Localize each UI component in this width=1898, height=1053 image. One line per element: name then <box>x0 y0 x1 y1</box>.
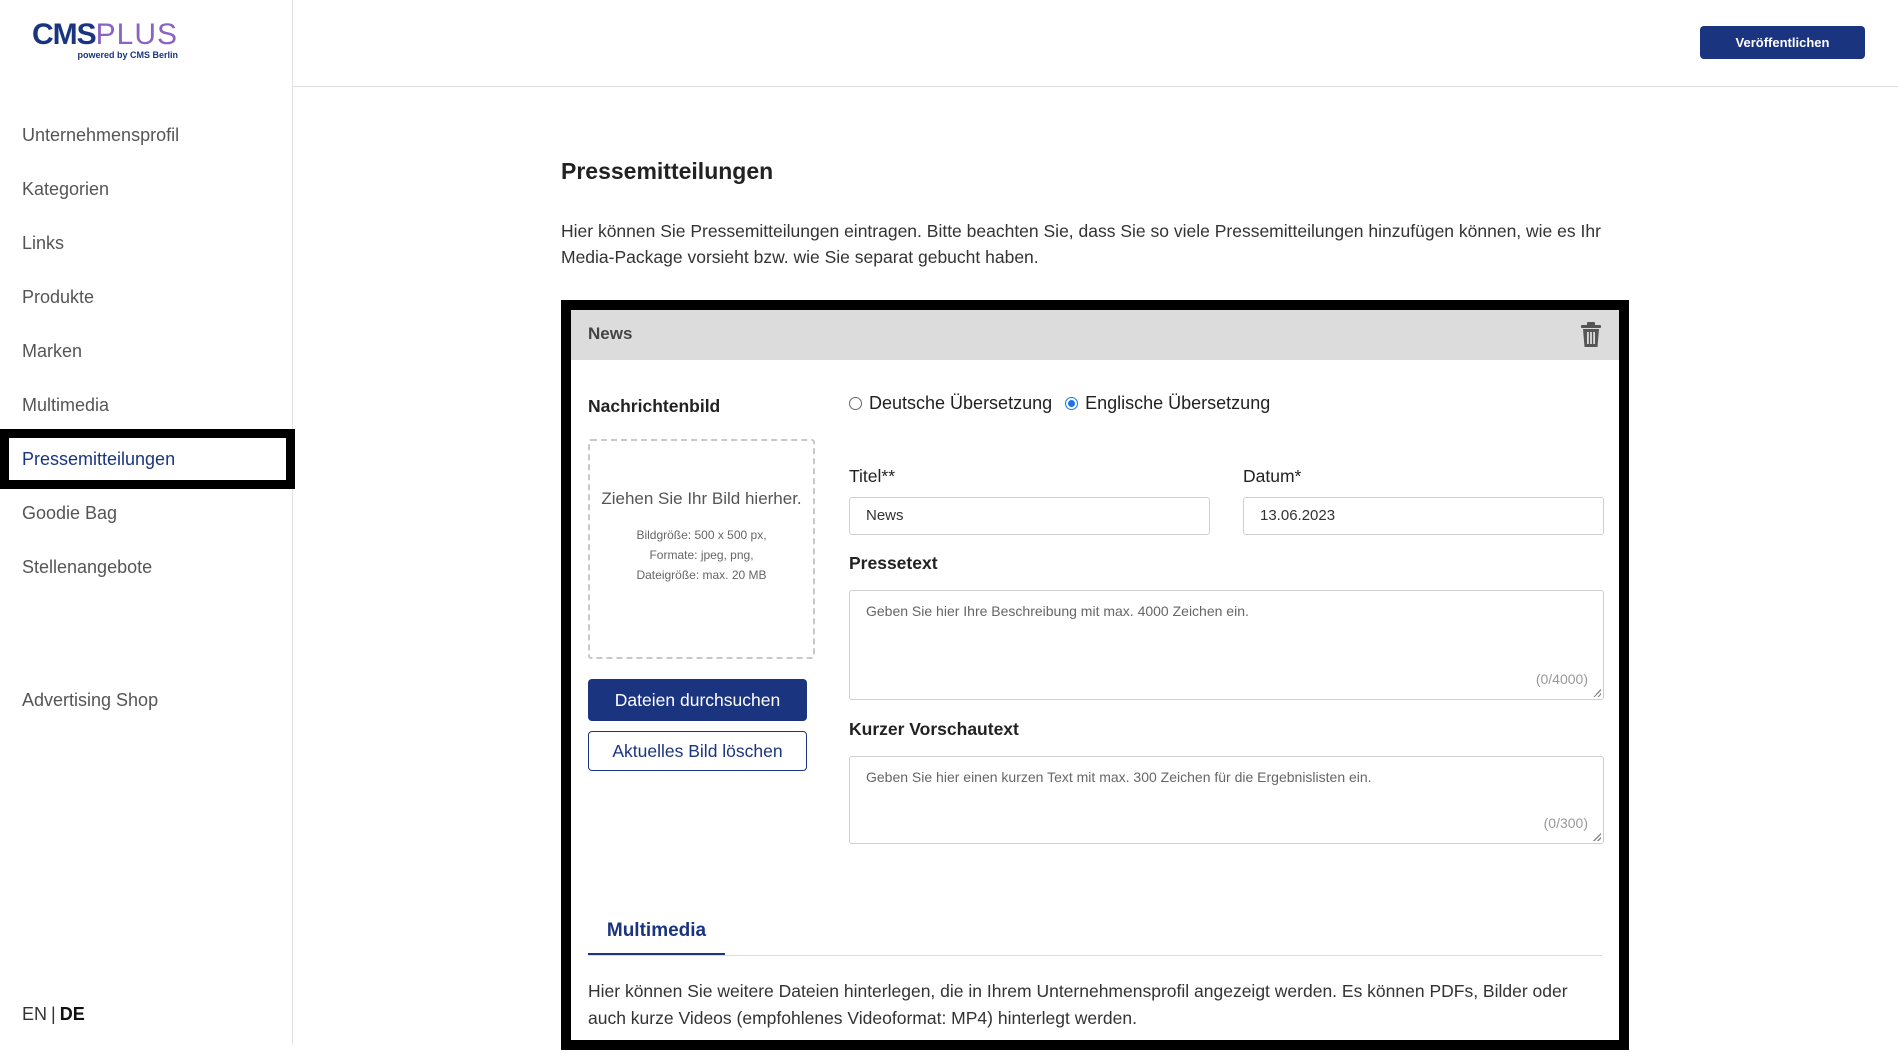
radio-english-label[interactable]: Englische Übersetzung <box>1085 393 1271 413</box>
sidebar-item-stellenangebote[interactable]: Stellenangebote <box>22 557 153 577</box>
presstext-textarea[interactable] <box>849 590 1604 700</box>
preview-text-textarea[interactable] <box>849 756 1604 844</box>
publish-button[interactable]: Veröffentlichen <box>1700 26 1865 59</box>
logo-plus-text: PLUS <box>95 18 179 51</box>
sidebar-item-unternehmensprofil[interactable]: Unternehmensprofil <box>22 125 180 145</box>
resize-handle-icon[interactable] <box>1593 689 1601 697</box>
tab-multimedia[interactable]: Multimedia <box>588 916 725 956</box>
sidebar-item-goodie-bag[interactable]: Goodie Bag <box>22 503 118 523</box>
radio-german[interactable] <box>849 397 862 410</box>
language-switcher <box>22 1004 85 1025</box>
title-input[interactable]: News <box>849 497 1210 535</box>
sidebar-item-produkte[interactable]: Produkte <box>22 287 95 307</box>
logo-wordmark <box>32 18 178 52</box>
card-header[interactable] <box>571 310 1619 360</box>
image-label: Nachrichtenbild <box>588 396 721 416</box>
logo-subtitle: powered by CMS Berlin <box>77 50 179 60</box>
multimedia-description: Hier können Sie weitere Dateien hinterlegen, die in Ihrem Unternehmensprofil angezeigt werden. Es können PDFs, Bilder oder auch kurze Videos (empfohlenes Videoformat: MP4) hinterlegt werden. <box>588 981 1568 1028</box>
trash-icon[interactable] <box>1580 322 1602 348</box>
date-label: Datum* <box>1243 466 1302 486</box>
presstext-counter: (0/4000) <box>1535 671 1588 687</box>
tab-divider <box>588 955 1602 956</box>
radio-german-label[interactable]: Deutsche Übersetzung <box>869 393 1053 413</box>
sidebar-item-links[interactable]: Links <box>22 233 65 253</box>
presstext-label: Pressetext <box>849 553 938 573</box>
page-title: Pressemitteilungen <box>561 158 774 184</box>
preview-text-counter: (0/300) <box>1543 815 1588 831</box>
image-dropzone[interactable] <box>588 439 815 659</box>
browse-files-button[interactable]: Dateien durchsuchen <box>588 679 807 721</box>
resize-handle-icon[interactable] <box>1593 833 1601 841</box>
page-intro: Hier können Sie Pressemitteilungen eintragen. Bitte beachten Sie, dass Sie so viele Pressemitteilungen hinzufügen können, wie es Ihr Media-Package vorsieht bzw. wie Sie separat gebucht haben. <box>561 221 1601 267</box>
sidebar-item-kategorien[interactable]: Kategorien <box>22 179 110 199</box>
dropzone-info: Bildgröße: 500 x 500 px, Formate: jpeg, png, Dateigröße: max. 20 MB <box>636 528 767 582</box>
radio-english[interactable] <box>1065 397 1078 410</box>
date-input[interactable]: 13.06.2023 <box>1243 497 1604 535</box>
dropzone-title: Ziehen Sie Ihr Bild hierher. <box>601 489 802 508</box>
topbar <box>293 0 1898 87</box>
sidebar-item-pressemitteilungen[interactable]: Pressemitteilungen <box>0 429 295 489</box>
sidebar <box>0 0 293 1045</box>
preview-text-label: Kurzer Vorschautext <box>849 719 1019 739</box>
translation-selector <box>849 393 1283 414</box>
sidebar-item-advertising-shop[interactable]: Advertising Shop <box>22 690 159 710</box>
card-title: News <box>588 324 633 343</box>
sidebar-item-multimedia[interactable]: Multimedia <box>22 395 110 415</box>
lang-separator: | <box>51 1004 56 1024</box>
lang-en[interactable]: EN <box>22 1004 48 1024</box>
press-release-card <box>561 300 1629 1050</box>
delete-image-button[interactable]: Aktuelles Bild löschen <box>588 731 807 771</box>
presstext-placeholder: Geben Sie hier Ihre Beschreibung mit max. 4000 Zeichen ein. <box>866 603 1249 619</box>
sidebar-nav <box>0 108 293 594</box>
lang-de[interactable]: DE <box>59 1004 85 1024</box>
preview-text-placeholder: Geben Sie hier einen kurzen Text mit max. 300 Zeichen für die Ergebnislisten ein. <box>866 769 1372 785</box>
title-label: Titel** <box>849 466 896 486</box>
sidebar-item-marken[interactable]: Marken <box>22 341 83 361</box>
cms-plus-logo[interactable] <box>32 18 178 60</box>
logo-cms-text: CMS <box>32 18 96 51</box>
